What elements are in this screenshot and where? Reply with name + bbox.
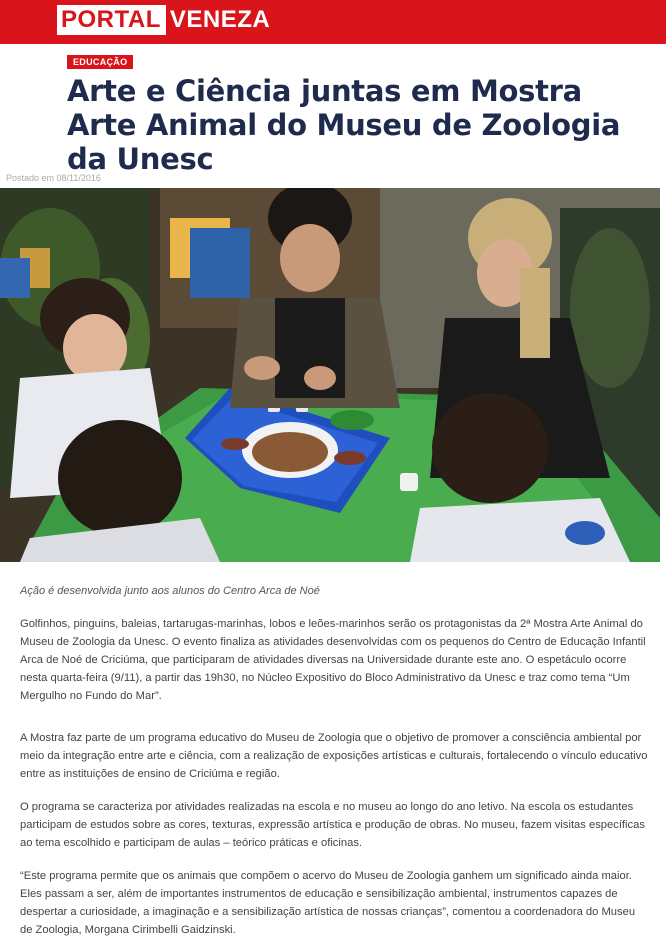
article-photo	[0, 188, 660, 562]
post-date: Postado em 08/11/2016	[6, 173, 101, 183]
article-paragraph-1: Golfinhos, pinguins, baleias, tartarugas-marinhas, lobos e leões-marinhos serão os protagonistas da 2ª Mostra Arte Animal do Museu de Zoologia da Unesc. O evento finaliza as atividades desenvolvidas com os pequenos do Centro de Educação Infantil Arca de Noé de Criciúma, que participaram de atividades diversas na Universidade durante este ano. O espetáculo ocorre nesta quarta-feira (9/11), a partir das 19h30, no Núcleo Expositivo do Bloco Administrativo da Unesc e traz como tema “Um Mergulho no Fundo do Mar”.	[20, 618, 646, 702]
article-paragraph-4: “Este programa permite que os animais que compõem o acervo do Museu de Zoologia ganhem um significado ainda maior. Eles passam a ser, além de importantes instrumentos de educação e sensibilização ambiental, instrumentos capazes de despertar a curiosidade, a imaginação e a sensibilização artística de nossas crianças”, comentou a coordenadora do Museu de Zoologia, Morgana Cirimbelli Gaidzinski.	[20, 870, 636, 936]
category-badge[interactable]: EDUCAÇÃO	[67, 55, 133, 69]
logo-veneza-text: VENEZA	[169, 6, 271, 33]
photo-caption: Ação é desenvolvida junto aos alunos do Centro Arca de Noé	[20, 585, 320, 597]
site-logo[interactable]	[57, 5, 274, 35]
article-paragraph-3: O programa se caracteriza por atividades realizadas na escola e no museu ao longo do ano letivo. Na escola os estudantes participam de estudos sobre as cores, texturas, expressão artística e produção de obras. No museu, fazem visitas específicas ao tema escolhido e participam de aulas – teórico práticas e oficinas.	[20, 801, 645, 849]
site-header	[0, 0, 666, 44]
article-paragraph-2: A Mostra faz parte de um programa educativo do Museu de Zoologia que o objetivo de promover a consciência ambiental por meio da integração entre arte e ciência, com a realização de exposições artísticas e culturais, fortalecendo o vínculo educativo entre as instituições de ensino de Criciúma e região.	[20, 732, 648, 780]
article-title: Arte e Ciência juntas em Mostra Arte Animal do Museu de Zoologia da Unesc	[67, 74, 621, 176]
logo-portal-text: PORTAL	[57, 5, 166, 35]
